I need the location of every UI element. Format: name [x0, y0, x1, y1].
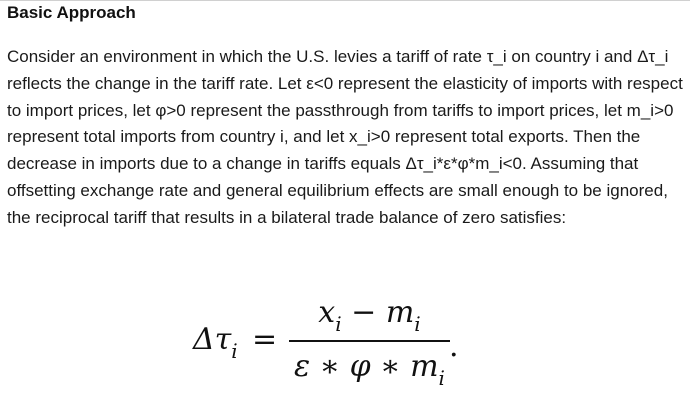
equation-lhs	[193, 322, 238, 363]
lhs-subscript: i	[231, 339, 238, 363]
section-heading: Basic Approach	[7, 3, 136, 22]
body-paragraph: Consider an environment in which the U.S. levies a tariff of rate τ_i on country i and Δτ_i reflects the change in the tariff rate. Let ε<0 represent the elasticity of imports with respect to import prices, let φ>0 represent the passthrough from tariffs to import prices, let m_i>0 represent total imports from country i, and let x_i>0 represent total exports. Then the decrease in imports due to a change in tariffs equals Δτ_i*ε*φ*m_i<0. Assuming that offsetting exchange rate and general equilibrium effects are small enough to be ignored, the reciprocal tariff that results in a bilateral trade balance of zero satisfies:	[7, 47, 683, 227]
top-divider	[0, 0, 690, 1]
numerator-x: x	[318, 295, 336, 330]
denominator-subscript: i	[438, 366, 445, 390]
numerator-m-subscript: i	[414, 312, 421, 336]
fraction-denominator	[287, 349, 452, 390]
equals-sign: =	[252, 322, 278, 357]
numerator-x-subscript: i	[335, 312, 342, 336]
numerator-m: m	[385, 295, 415, 330]
fraction-numerator	[287, 295, 452, 336]
denominator-product: ε ∗ φ ∗ m	[294, 349, 439, 384]
equation-period: .	[449, 329, 459, 364]
numerator-minus: −	[341, 295, 386, 330]
fraction-bar	[289, 340, 450, 342]
tariff-equation	[0, 290, 690, 400]
lhs-symbol: Δτ	[193, 322, 232, 357]
equation-fraction	[287, 290, 457, 394]
